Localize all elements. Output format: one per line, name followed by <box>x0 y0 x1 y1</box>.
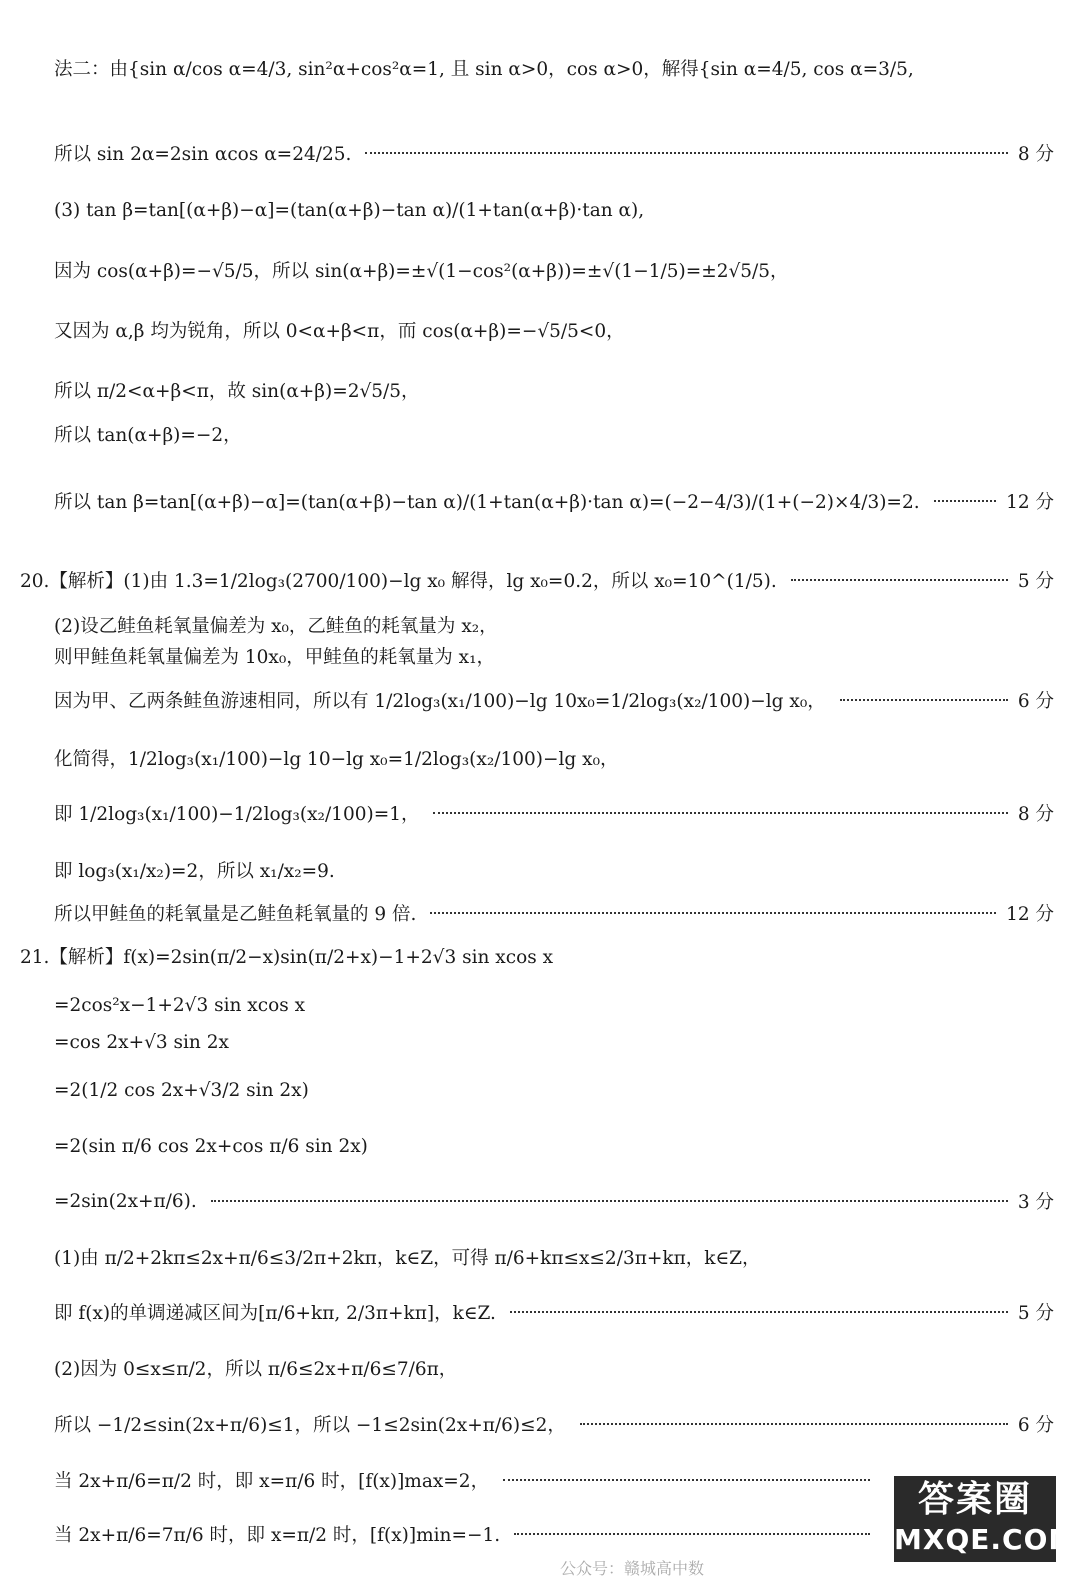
watermark-line2: MXQE.COM <box>894 1523 1078 1556</box>
line-text: =2(sin π/6 cos 2x+cos π/6 sin 2x) <box>54 1135 368 1157</box>
solution-line <box>54 738 1054 778</box>
question-21-heading <box>20 936 1054 976</box>
solution-line <box>54 850 1054 890</box>
solution-line <box>54 1181 1054 1221</box>
score-mark: 3 分 <box>1017 1192 1054 1213</box>
line-text: 因为 cos(α+β)=−√5/5，所以 sin(α+β)=±√(1−cos²(α+β))=±√(1−1/5)=±2√5/5， <box>54 261 789 282</box>
leader-dots <box>510 1311 1008 1313</box>
solution-line <box>54 48 1054 88</box>
line-text: (2)设乙鲑鱼耗氧量偏差为 x₀，乙鲑鱼的耗氧量为 x₂， <box>54 616 498 637</box>
solution-line <box>54 481 1054 521</box>
solution-line <box>54 793 1054 833</box>
line-text: 即 f(x)的单调递减区间为[π/6+kπ, 2/3π+kπ]，k∈Z. <box>54 1303 496 1324</box>
leader-dots <box>433 812 1007 814</box>
line-text: 21.【解析】f(x)=2sin(π/2−x)sin(π/2+x)−1+2√3 sin xcos x <box>20 947 554 968</box>
line-text: 所以 π/2<α+β<π，故 sin(α+β)=2√5/5， <box>54 381 420 402</box>
line-text: 20.【解析】(1)由 1.3=1/2log₃(2700/100)−lg x₀ 解得，lg x₀=0.2，所以 x₀=10^(1/5). <box>20 571 777 592</box>
line-text: 法二：由{sin α/cos α=4/3, sin²α+cos²α=1, 且 sin α>0，cos α>0，解得{sin α=4/5, cos α=3/5, <box>54 59 914 80</box>
solution-line <box>54 1514 880 1554</box>
line-text: (2)因为 0≤x≤π/2，所以 π/6≤2x+π/6≤7/6π， <box>54 1359 458 1380</box>
solution-line <box>54 250 1054 290</box>
line-text: =cos 2x+√3 sin 2x <box>54 1031 229 1053</box>
line-text: 所以 tan(α+β)=−2， <box>54 425 242 446</box>
score-mark: 8 分 <box>1017 144 1054 165</box>
leader-dots <box>791 579 1008 581</box>
line-text: 则甲鲑鱼耗氧量偏差为 10x₀，甲鲑鱼的耗氧量为 x₁， <box>54 647 496 668</box>
leader-dots <box>840 699 1008 701</box>
solution-line <box>54 1404 1054 1444</box>
watermark-logo <box>894 1476 1078 1562</box>
solution-line <box>54 1237 1054 1277</box>
line-text: 所以甲鲑鱼的耗氧量是乙鲑鱼耗氧量的 9 倍. <box>54 904 417 925</box>
leader-dots <box>503 1479 870 1481</box>
solution-line <box>54 985 1054 1025</box>
line-text: 因为甲、乙两条鲑鱼游速相同，所以有 1/2log₃(x₁/100)−lg 10x₀=1/2log₃(x₂/100)−lg x₀， <box>54 691 826 712</box>
score-mark: 5 分 <box>1017 571 1054 592</box>
line-text: 当 2x+π/6=7π/6 时，即 x=π/2 时，[f(x)]min=−1. <box>54 1525 501 1546</box>
line-text: 化简得，1/2log₃(x₁/100)−lg 10−lg x₀=1/2log₃(x₂/100)−lg x₀， <box>54 749 619 770</box>
leader-dots <box>514 1533 870 1535</box>
leader-dots <box>365 152 1007 154</box>
line-text: (3) tan β=tan[(α+β)−α]=(tan(α+β)−tan α)/(1+tan(α+β)·tan α), <box>54 199 645 221</box>
solution-line <box>54 1070 1054 1110</box>
solution-line <box>54 414 1054 454</box>
solution-line <box>54 636 1054 676</box>
solution-line <box>54 310 1054 350</box>
score-mark: 8 分 <box>1017 804 1054 825</box>
footer-text: 公众号：赣城高中数 <box>560 1559 705 1578</box>
solution-line <box>54 1460 880 1500</box>
score-mark: 6 分 <box>1017 1415 1054 1436</box>
solution-line <box>54 1126 1054 1166</box>
solution-line <box>54 1292 1054 1332</box>
line-text: =2(1/2 cos 2x+√3/2 sin 2x) <box>54 1079 309 1101</box>
score-mark: 12 分 <box>1006 904 1054 925</box>
solution-line <box>54 190 1054 230</box>
score-mark: 6 分 <box>1017 691 1054 712</box>
leader-dots <box>430 912 996 914</box>
question-20-heading <box>20 560 1054 600</box>
solution-line <box>54 133 1054 173</box>
line-text: 所以 sin 2α=2sin αcos α=24/25. <box>54 144 352 165</box>
solution-line <box>54 1348 1054 1388</box>
line-text: (1)由 π/2+2kπ≤2x+π/6≤3/2π+2kπ，k∈Z，可得 π/6+kπ≤x≤2/3π+kπ，k∈Z， <box>54 1248 761 1269</box>
line-text: =2cos²x−1+2√3 sin xcos x <box>54 994 306 1016</box>
line-text: 又因为 α,β 均为锐角，所以 0<α+β<π，而 cos(α+β)=−√5/5<0， <box>54 321 625 342</box>
line-text: 即 1/2log₃(x₁/100)−1/2log₃(x₂/100)=1， <box>54 804 420 825</box>
line-text: 当 2x+π/6=π/2 时，即 x=π/6 时，[f(x)]max=2， <box>54 1471 490 1492</box>
line-text: =2sin(2x+π/6). <box>54 1190 197 1212</box>
leader-dots <box>580 1423 1008 1425</box>
leader-dots <box>211 1200 1008 1202</box>
solution-line <box>54 680 1054 720</box>
line-text: 所以 tan β=tan[(α+β)−α]=(tan(α+β)−tan α)/(1+tan(α+β)·tan α)=(−2−4/3)/(1+(−2)×4/3)=2. <box>54 492 920 513</box>
solution-line <box>54 370 1054 410</box>
watermark-line1: 答案圈 <box>917 1479 1032 1520</box>
line-text: 即 log₃(x₁/x₂)=2，所以 x₁/x₂=9. <box>54 861 335 882</box>
score-mark: 5 分 <box>1017 1303 1054 1324</box>
solution-line <box>54 893 1054 933</box>
score-mark: 12 分 <box>1006 492 1054 513</box>
solution-line <box>54 1022 1054 1062</box>
line-text: 所以 −1/2≤sin(2x+π/6)≤1，所以 −1≤2sin(2x+π/6)≤2， <box>54 1415 566 1436</box>
leader-dots <box>934 500 996 502</box>
